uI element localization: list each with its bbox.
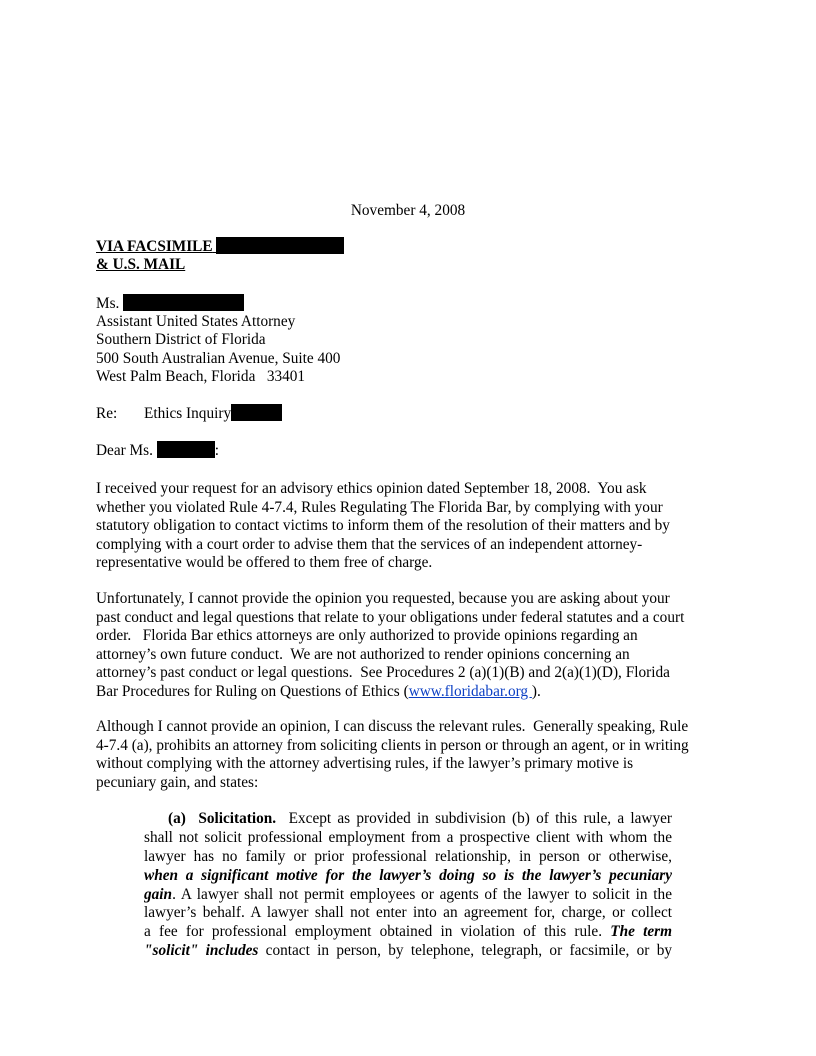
paragraph-line: representative would be offered to them free of charge. [96, 554, 433, 571]
delivery-method [96, 237, 344, 275]
redaction-block [123, 294, 244, 311]
recipient-title: Assistant United States Attorney [96, 312, 296, 330]
recipient-office: Southern District of Florida [96, 331, 266, 348]
floridabar-link[interactable]: www.floridabar.org [408, 682, 532, 700]
recipient-salutation: Ms. [96, 295, 120, 312]
recipient-address [96, 294, 340, 387]
rule-line: shall not solicit professional employment from a prospective client with whom the [144, 828, 672, 846]
paragraph-request [96, 480, 720, 573]
redaction-block [157, 441, 215, 458]
paragraph-line [96, 683, 720, 702]
rule-emphasis: "solicit" includes [144, 942, 259, 960]
rule-emphasis: gain [144, 885, 173, 903]
rule-text: a fee for professional employment obtained in violation of this rule. [144, 923, 611, 941]
paragraph-line: without complying with the attorney advertising rules, if the lawyer’s primary motive is [96, 755, 634, 772]
paragraph-line: Although I cannot provide an opinion, I can discuss the relevant rules. Generally speaking, Rule [96, 718, 689, 735]
rule-line [144, 923, 672, 942]
rule-text: . A lawyer shall not permit employees or agents of the lawyer to solicit in the [172, 885, 672, 903]
re-label: Re: [96, 405, 118, 422]
rule-emphasis: The term [610, 923, 672, 941]
rule-heading: (a) Solicitation. [168, 810, 277, 827]
paragraph-line: Unfortunately, I cannot provide the opinion you requested, because you are asking about your [96, 590, 670, 607]
re-subject: Ethics Inquiry [144, 405, 232, 422]
greeting [96, 441, 219, 461]
paragraph-line: complying with a court order to advise them that the services of an independent attorney- [96, 535, 643, 553]
citation-end: ). [531, 682, 541, 700]
paragraph-line: attorney’s own future conduct. We are not authorized to render opinions concerning an [96, 645, 630, 663]
rule-text: contact in person, by telephone, telegraph, or facsimile, or by [258, 942, 672, 960]
greeting-prefix: Dear Ms. [96, 442, 153, 459]
rule-line [144, 886, 672, 905]
delivery-line-1: VIA FACSIMILE [96, 238, 213, 255]
rule-line: lawyer has no family or prior professional relationship, in person or otherwise, [144, 847, 672, 865]
paragraph-line: past conduct and legal questions that relate to your obligations under federal statutes and a court [96, 608, 685, 626]
paragraph-line: order. Florida Bar ethics attorneys are only authorized to provide opinions regarding an [96, 627, 638, 644]
redaction-block [231, 404, 282, 421]
greeting-suffix: : [214, 442, 220, 459]
recipient-city: West Palm Beach, Florida 33401 [96, 368, 306, 385]
rule-line: lawyer’s behalf. A lawyer shall not enter into an agreement for, charge, or collect [144, 904, 672, 922]
rule-line [144, 810, 672, 829]
paragraph-line: statutory obligation to contact victims to inform them of the resolution of their matters and by [96, 517, 670, 534]
letter-date: November 4, 2008 [350, 202, 466, 219]
rule-quotation [144, 810, 672, 961]
paragraph-authority [96, 590, 720, 701]
rule-line-emphasis: when a significant motive for the lawyer’s doing so is the lawyer’s pecuniary [144, 866, 672, 884]
paragraph-rules [96, 718, 720, 792]
paragraph-line: attorney’s past conduct or legal questions. See Procedures 2 (a)(1)(B) and 2(a)(1)(D), Florida [96, 664, 670, 681]
paragraph-line: I received your request for an advisory ethics opinion dated September 18, 2008. You ask [96, 480, 647, 497]
redaction-block [216, 237, 344, 254]
citation-text: Bar Procedures for Ruling on Questions of Ethics ( [96, 682, 409, 700]
delivery-line-2: & U.S. MAIL [96, 256, 186, 273]
rule-text: Except as provided in subdivision (b) of this rule, a lawyer [288, 810, 672, 827]
paragraph-line: 4-7.4 (a), prohibits an attorney from soliciting clients in person or through an agent, or in writing [96, 736, 689, 754]
paragraph-line: pecuniary gain, and states: [96, 773, 259, 791]
recipient-street: 500 South Australian Avenue, Suite 400 [96, 349, 341, 367]
re-line [96, 404, 282, 424]
rule-line [144, 942, 672, 961]
paragraph-line: whether you violated Rule 4-7.4, Rules Regulating The Florida Bar, by complying with your [96, 498, 663, 516]
